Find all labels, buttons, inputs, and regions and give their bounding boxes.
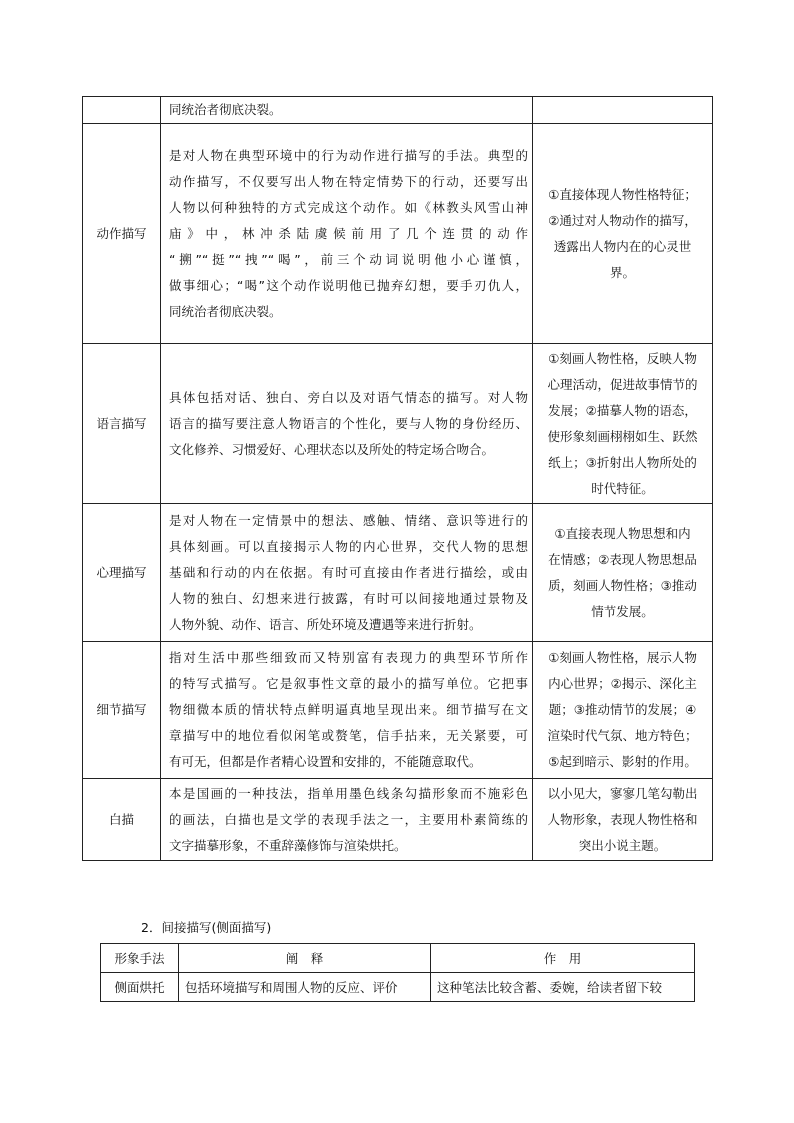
description-line: 基础和行动的内在依据。有时可直接由作者进行描绘，或由 bbox=[169, 564, 528, 580]
table-header-row bbox=[101, 944, 695, 973]
description-line: 人物外貌、动作、语言、所处环境及遭遇等来进行折射。 bbox=[169, 616, 482, 632]
description-cell bbox=[161, 504, 533, 642]
category-cell: 语言描写 bbox=[83, 344, 161, 504]
effect-line: ⑤起到暗示、影射的作用。 bbox=[548, 754, 697, 769]
table-row bbox=[83, 97, 713, 124]
description-line: 庙》中，林冲杀陆虞候前用了几个连贯的动作 bbox=[169, 225, 528, 241]
effect-line: 内心世界；②揭示、深化主 bbox=[548, 676, 697, 691]
technique-cell: 侧面烘托 bbox=[101, 973, 179, 1002]
effect-line: 纸上；③折射出人物所处的 bbox=[548, 454, 697, 470]
description-line: 文字描摹形象，不重辞藻修饰与渲染烘托。 bbox=[169, 837, 407, 853]
description-line: 动作描写，不仅要写出人物在特定情势下的行动，还要写出 bbox=[169, 173, 528, 189]
effect-line: 心理活动，促进故事情节的 bbox=[547, 376, 698, 392]
header-explanation: 阐 释 bbox=[179, 944, 431, 973]
section-title: 2．间接描写(侧面描写) bbox=[141, 920, 272, 935]
description-line: 是对人物在典型环境中的行为动作进行描写的手法。典型的 bbox=[169, 147, 528, 163]
category-cell: 细节描写 bbox=[83, 642, 161, 779]
effect-line: 以小见大，寥寥几笔勾勒出 bbox=[547, 785, 698, 801]
category-cell bbox=[83, 97, 161, 124]
description-line: 文化修养、习惯爱好、心理状态以及所处的特定场合吻合。 bbox=[169, 441, 495, 457]
effect-line: 渲染时代气氛、地方特色； bbox=[547, 728, 698, 743]
effect-line: 界。 bbox=[609, 264, 635, 280]
effect-line: ①直接表现人物思想和内 bbox=[554, 525, 691, 541]
effect-cell bbox=[533, 779, 713, 861]
effect-cell: 这种笔法比较含蓄、委婉，给读者留下较 bbox=[431, 973, 695, 1002]
description-line: “搠”“挺”“拽”“喝”，前三个动词说明他小心谨慎， bbox=[169, 251, 528, 267]
table-row bbox=[101, 973, 695, 1002]
effect-cell bbox=[533, 504, 713, 642]
description-techniques-table bbox=[82, 96, 713, 861]
category-cell: 心理描写 bbox=[83, 504, 161, 642]
table-row bbox=[83, 779, 713, 861]
effect-line: 情节发展。 bbox=[591, 603, 654, 619]
effect-cell bbox=[533, 97, 713, 124]
description-line: 有可无，但都是作者精心设置和安排的，不能随意取代。 bbox=[169, 754, 482, 769]
description-line: 人物的独白、幻想来进行披露，有时可以间接地通过景物及 bbox=[169, 590, 528, 606]
effect-line: 发展；②描摹人物的语态， bbox=[548, 402, 697, 418]
description-cell bbox=[161, 642, 533, 779]
description-line: 语言的描写要注意人物语言的个性化，要与人物的身份经历、 bbox=[169, 415, 528, 431]
effect-line: ①直接体现人物性格特征； bbox=[548, 186, 697, 202]
description-line: 物细微本质的情状特点鲜明逼真地呈现出来。细节描写在文 bbox=[169, 702, 528, 717]
description-cell bbox=[161, 779, 533, 861]
effect-line: ②通过对人物动作的描写， bbox=[548, 212, 697, 228]
description-line: 本是国画的一种技法，指单用墨色线条勾描形象而不施彩色 bbox=[169, 785, 528, 801]
description-line: 做事细心；“喝”这个动作说明他已抛弃幻想，要手刃仇人， bbox=[169, 277, 528, 293]
table-row bbox=[83, 504, 713, 642]
effect-line: 题；③推动情节的发展；④ bbox=[548, 702, 697, 717]
explanation-cell: 包括环境描写和周围人物的反应、评价 bbox=[179, 973, 431, 1002]
description-cell bbox=[161, 124, 533, 344]
description-line: 的特写式描写。它是叙事性文章的最小的描写单位。它把事 bbox=[169, 676, 528, 691]
effect-line: 透露出人物内在的心灵世 bbox=[553, 238, 692, 254]
description-line: 同统治者彻底决裂。 bbox=[169, 303, 282, 319]
effect-line: 时代特征。 bbox=[591, 480, 654, 496]
description-line: 人物以何种独特的方式完成这个动作。如《林教头风雪山神 bbox=[169, 199, 528, 215]
effect-cell bbox=[533, 124, 713, 344]
effect-line: ①刻画人物性格，展示人物 bbox=[548, 650, 697, 665]
description-line: 章描写中的地位看似闲笔或赘笔，信手拈来，无关紧要，可 bbox=[169, 728, 528, 743]
effect-line: ①刻画人物性格，反映人物 bbox=[548, 350, 697, 366]
effect-cell bbox=[533, 642, 713, 779]
effect-cell bbox=[533, 344, 713, 504]
category-cell: 动作描写 bbox=[83, 124, 161, 344]
description-line: 具体刻画。可以直接揭示人物的内心世界，交代人物的思想 bbox=[169, 538, 528, 554]
description-line: 的画法，白描也是文学的表现手法之一，主要用朴素简练的 bbox=[169, 811, 528, 827]
effect-line: 人物形象，表现人物性格和 bbox=[547, 811, 698, 827]
description-line: 是对人物在一定情景中的想法、感触、情绪、意识等进行的 bbox=[169, 512, 528, 528]
description-cell bbox=[161, 344, 533, 504]
description-cell bbox=[161, 97, 533, 124]
category-cell: 白描 bbox=[83, 779, 161, 861]
effect-line: 使形象刻画栩栩如生、跃然 bbox=[547, 428, 698, 444]
table-row bbox=[83, 344, 713, 504]
table-row bbox=[83, 124, 713, 344]
description-line: 具体包括对话、独白、旁白以及对语气情态的描写。对人物 bbox=[169, 389, 528, 405]
table-row bbox=[83, 642, 713, 779]
effect-line: 在情感；②表现人物思想品 bbox=[548, 551, 697, 567]
description-line: 指对生活中那些细致而又特别富有表现力的典型环节所作 bbox=[169, 650, 528, 665]
continuation-text: 同统治者彻底决裂。 bbox=[169, 102, 282, 117]
effect-line: 突出小说主题。 bbox=[578, 837, 667, 853]
indirect-description-table bbox=[100, 943, 695, 1002]
header-effect: 作 用 bbox=[431, 944, 695, 973]
header-technique: 形象手法 bbox=[101, 944, 179, 973]
effect-line: 质，刻画人物性格；③推动 bbox=[548, 577, 697, 593]
